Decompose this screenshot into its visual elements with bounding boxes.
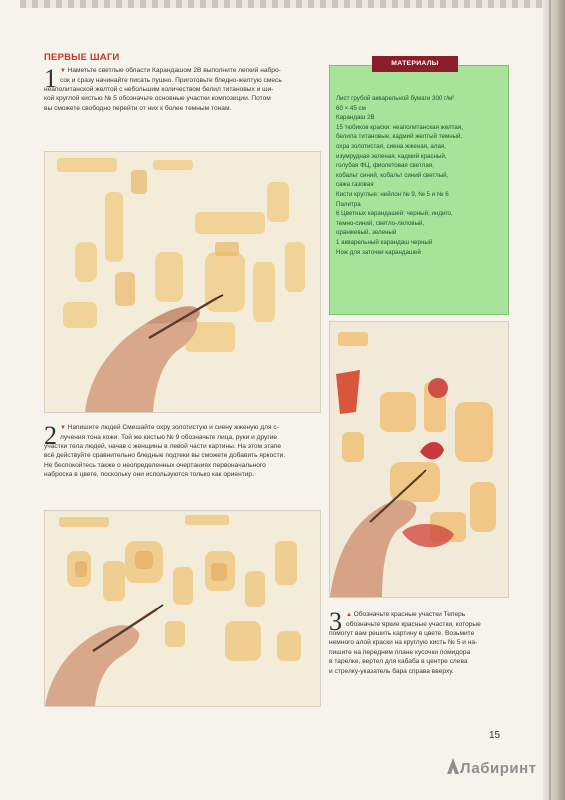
materials-title-tab: МАТЕРИАЛЫ (372, 56, 458, 72)
materials-item: изумрудная зеленая, кадмий красный, (336, 152, 447, 160)
step-1-number: 1 (44, 64, 57, 93)
step-1-line: неаполитанской желтой с небольшим количеством белил титановых и ши- (44, 86, 274, 93)
materials-item: сажа газовая (336, 181, 374, 189)
materials-item: кобальт синий, кобальт синий светлый, (336, 171, 449, 179)
step-2-line: лучения тона кожи. Той же кистью № 9 обозначьте лица, руки и другие (60, 434, 278, 442)
step-3-line: и стрелку-указатель бара справа вверху. (329, 667, 454, 675)
step-1-line: сок и сразу начинайте писать пушно. Приготовьте бледно-желтую смесь (60, 77, 282, 85)
step-2-line: участки тела людей, начав с женщины в левой части картины. На этом этапе (44, 443, 282, 450)
step-1-text (60, 66, 322, 86)
step-2-line: ▼ Напишите людей Смешайте охру золотистую и сиену жженую для с- (60, 424, 279, 431)
materials-item: Палитра (336, 200, 361, 208)
materials-list (336, 94, 501, 257)
step-3-line: помогут вам решить картину в цвете. Возьмите (329, 630, 475, 637)
section-heading: ПЕРВЫЕ ШАГИ (44, 52, 120, 63)
photo-step-3 (329, 321, 509, 598)
step-2-line: Не беспокойтесь также о неопределенных очертаниях первоначального (44, 461, 266, 469)
step-2-number: 2 (44, 421, 57, 450)
materials-item: охра золотистая, сиена жженая, алая, (336, 142, 446, 150)
photo-step-1 (44, 151, 321, 413)
page-number: 15 (489, 730, 501, 741)
triangle-bullet-icon: ▼ (60, 425, 68, 431)
step-1-line: ▼ Наметьте светлые области Карандашом 2В выполните легкий набро- (60, 67, 281, 74)
step-1-line: кой круглой кистью № 5 обозначьте основные участки композиции. Потом (44, 95, 271, 103)
step-3-line: в тарелке, вертел для кабаба в центре слева (329, 658, 468, 666)
labirint-logo-icon (446, 757, 460, 775)
step-3-line: пишите на переднем плане кусочки помидора (329, 648, 471, 656)
triangle-bullet-icon: ▼ (60, 68, 68, 74)
materials-item: темно-синий, светло-лиловый, (336, 219, 425, 227)
step-2-text (60, 423, 318, 443)
materials-item: Нож для заточки карандашей (336, 248, 421, 256)
triangle-bullet-icon: ▲ (346, 612, 354, 618)
materials-item: 60 × 45 см (336, 104, 366, 112)
step-2-line: всё действуйте сравнительно бледные подтеки вы сможете добавить яркости. (44, 452, 286, 460)
step-3-line: обозначьте яркие красные участки, которые (346, 621, 481, 629)
step-3-line: немного алой краски на круглую кисть № 5 и на- (329, 639, 478, 647)
top-edge-strip (20, 0, 545, 8)
materials-item: белила титановые, кадмий желтый темный, (336, 133, 463, 141)
step-3-text (346, 610, 506, 630)
materials-item: голубая ФЦ, фиолетовая светлая, (336, 162, 434, 170)
step-1-line: вы сможете свободно перейти от них к более темным тонам. (44, 104, 232, 112)
step-3-number: 3 (329, 607, 342, 636)
materials-item: Кисти круглые: нейлон № 9, № 5 и № 6 (336, 190, 449, 198)
book-spine-edge (543, 0, 565, 800)
step-3-text-cont (329, 629, 507, 676)
materials-item: оранжевый, зеленый (336, 229, 397, 237)
step-2-line: наброска в цвете, поскольку они используются только как ориентир. (44, 471, 254, 479)
materials-item: 6 Цветных карандашей: черный, индиго, (336, 210, 453, 218)
step-3-line: ▲ Обозначьте красные участки Теперь (346, 611, 466, 618)
step-2-text-cont (44, 442, 322, 480)
photo-step-2 (44, 510, 321, 707)
materials-item: 15 тюбиков краски: неаполитанская желтая, (336, 123, 463, 131)
materials-item: 1 акварельный карандаш черный (336, 238, 433, 246)
step-1-text-cont (44, 85, 324, 113)
materials-item: Лист грубой акварельной бумаги 300 г/м² (336, 95, 455, 102)
watermark-text: Лабиринт (460, 760, 537, 777)
materials-item: Карандаш 2В (336, 114, 375, 122)
